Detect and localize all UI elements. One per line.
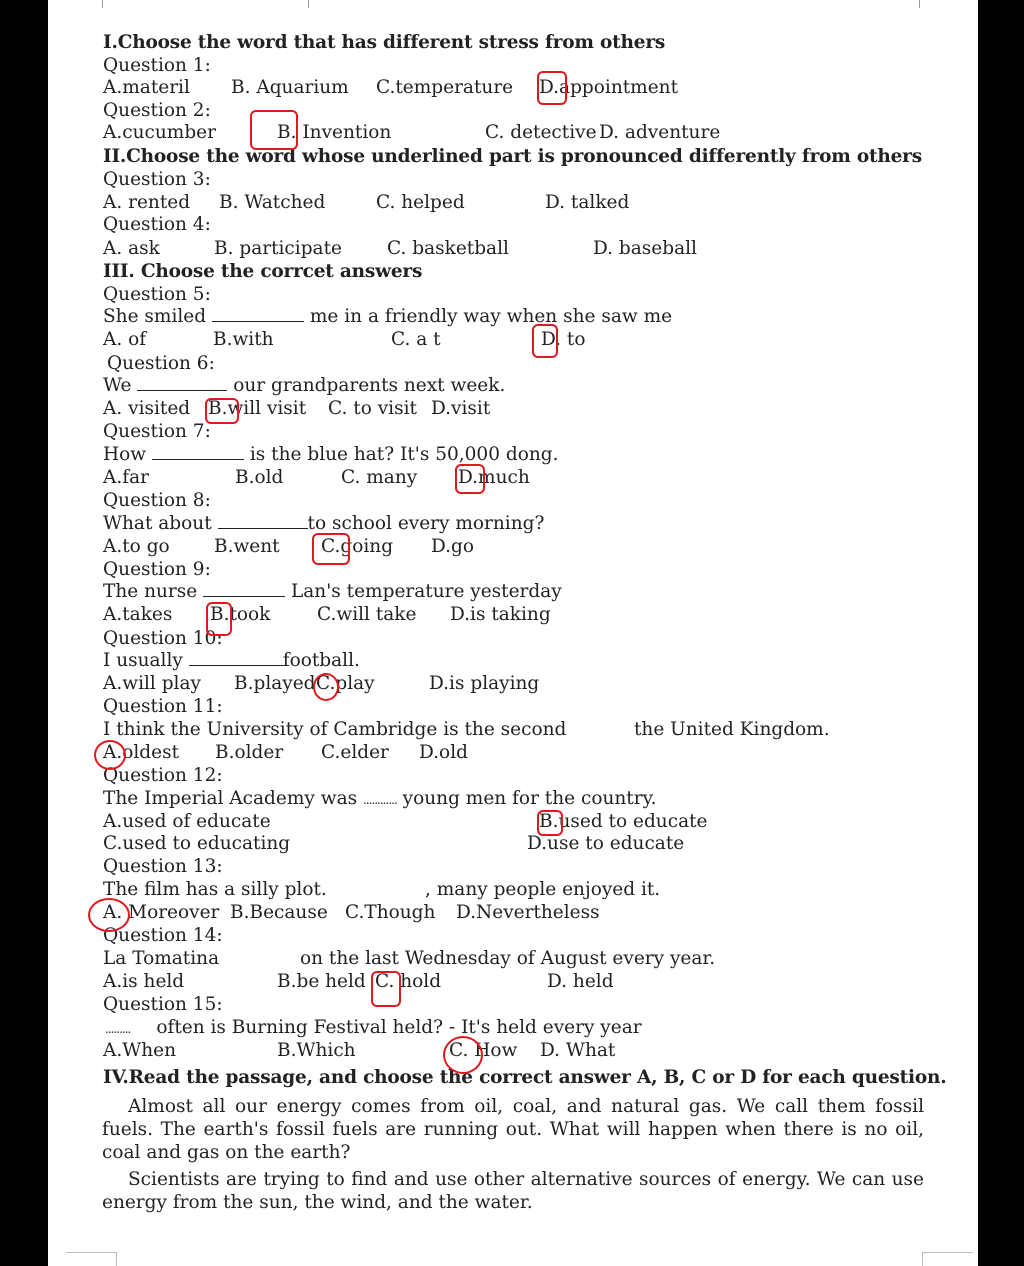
- q12-option-a: A.used of educate: [103, 811, 271, 832]
- q2-option-b: B. Invention: [277, 122, 392, 143]
- answer-mark-q10: [313, 673, 339, 701]
- q5-option-a: A. of: [103, 329, 147, 350]
- q6-sentence: [103, 375, 505, 397]
- q5-sentence: [103, 306, 672, 328]
- document-page: [48, 0, 978, 1266]
- q15-option-d: D. What: [540, 1040, 616, 1061]
- q4-option-a: A. ask: [103, 238, 160, 259]
- answer-mark-q6: [205, 398, 239, 424]
- q15-option-b: B.Which: [277, 1040, 356, 1061]
- q11-option-b: B.older: [215, 742, 284, 763]
- answer-mark-q15: [443, 1036, 483, 1074]
- answer-mark-q8: [312, 533, 350, 565]
- q6-option-a: A. visited: [103, 398, 191, 419]
- q14-label: Question 14:: [103, 925, 223, 946]
- q13-sentence-end: , many people enjoyed it.: [425, 879, 661, 900]
- q7-option-b: B.old: [235, 467, 284, 488]
- q12-option-c: C.used to educating: [103, 833, 291, 854]
- margin-mark: [919, 0, 920, 8]
- passage-paragraph-1-text: Almost all our energy comes from oil, coal, and natural gas. We call them fossil fuels. The earth's fossil fuels are running out. What will happen when there is no oil, coal and gas on the earth?: [102, 1096, 924, 1163]
- q3-label: Question 3:: [103, 169, 211, 190]
- q14-option-a: A.is held: [103, 971, 185, 992]
- q14-option-c: C. hold: [375, 971, 442, 992]
- q5-sentence-start: She smiled: [103, 306, 207, 327]
- q9-blank: [203, 581, 285, 597]
- q7-sentence: [103, 444, 558, 466]
- q13-option-d: D.Nevertheless: [456, 902, 600, 923]
- q1-option-b: B. Aquarium: [231, 77, 349, 98]
- answer-mark-q5: [532, 324, 558, 358]
- q9-label: Question 9:: [103, 559, 211, 580]
- q8-sentence: [103, 513, 544, 535]
- q7-sentence-start: How: [103, 444, 147, 465]
- q8-option-d: D.go: [431, 536, 475, 557]
- q8-blank: [218, 513, 308, 529]
- q13-option-a: A. Moreover: [103, 902, 220, 923]
- q7-option-a: A.far: [103, 467, 149, 488]
- q8-sentence-start: What about: [103, 513, 212, 534]
- q9-sentence-end: Lan's temperature yesterday: [290, 581, 562, 602]
- q10-sentence-start: I usually: [103, 650, 183, 671]
- q9-option-b: B.took: [210, 604, 271, 625]
- q11-option-c: C.elder: [321, 742, 389, 763]
- q8-sentence-end: to school every morning?: [307, 513, 545, 534]
- q6-label: Question 6:: [107, 353, 215, 374]
- q12-option-d: D.use to educate: [527, 833, 685, 854]
- answer-mark-q9: [206, 602, 232, 636]
- q9-sentence: [103, 581, 562, 603]
- answer-mark-q14: [371, 971, 401, 1007]
- q6-sentence-start: We: [103, 375, 132, 396]
- q3-option-d: D. talked: [545, 192, 630, 213]
- q3-option-c: C. helped: [376, 192, 465, 213]
- q8-label: Question 8:: [103, 490, 211, 511]
- q3-option-a: A. rented: [103, 192, 191, 213]
- q8-option-c: C.going: [321, 536, 394, 557]
- q7-label: Question 7:: [103, 421, 211, 442]
- q13-sentence-start: The film has a silly plot.: [103, 879, 327, 900]
- q1-option-a: A.materil: [103, 77, 190, 98]
- q11-sentence-end: the United Kingdom.: [634, 719, 830, 740]
- q6-blank: [137, 375, 227, 391]
- q4-label: Question 4:: [103, 214, 211, 235]
- q9-option-d: D.is taking: [450, 604, 551, 625]
- q10-option-b: B.played: [234, 673, 316, 694]
- q10-sentence: [103, 650, 360, 672]
- section-4-heading: IV.Read the passage, and choose the correct answer A, B, C or D for each question.: [103, 1067, 947, 1088]
- q5-option-c: C. a t: [391, 329, 441, 350]
- q13-label: Question 13:: [103, 856, 223, 877]
- passage-paragraph-2-text: Scientists are trying to find and use other alternative sources of energy. We can use energy from the sun, the wind, and the water.: [102, 1169, 924, 1213]
- page-corner-mark: [922, 1252, 973, 1266]
- q4-option-c: C. basketball: [387, 238, 509, 259]
- q12-sentence-end: young men for the country.: [402, 788, 657, 809]
- q6-option-c: C. to visit: [328, 398, 417, 419]
- q7-option-c: C. many: [341, 467, 418, 488]
- q10-sentence-end: football.: [282, 650, 360, 671]
- q12-sentence: [103, 788, 656, 811]
- q6-option-b: B.will visit: [208, 398, 307, 419]
- passage-paragraph-1: [102, 1095, 924, 1164]
- q14-sentence-end: on the last Wednesday of August every year.: [300, 948, 716, 969]
- q1-option-d: D.appointment: [539, 77, 679, 98]
- q10-option-a: A.will play: [103, 673, 201, 694]
- q11-option-d: D.old: [419, 742, 468, 763]
- q15-option-c: C. How: [449, 1040, 518, 1061]
- q11-label: Question 11:: [103, 696, 223, 717]
- q14-option-d: D. held: [547, 971, 614, 992]
- passage-paragraph-2: [102, 1168, 924, 1214]
- q8-option-a: A.to go: [103, 536, 170, 557]
- q15-sentence-end: often is Burning Festival held? - It's held every year: [156, 1017, 642, 1038]
- section-3-heading: III. Choose the corrcet answers: [103, 261, 423, 282]
- section-2-heading: II.Choose the word whose underlined part is pronounced differently from others: [103, 146, 922, 167]
- q2-label: Question 2:: [103, 100, 211, 121]
- q9-option-a: A.takes: [103, 604, 173, 625]
- q11-sentence-start: I think the University of Cambridge is the second: [103, 719, 567, 740]
- q5-sentence-end: me in a friendly way when she saw me: [309, 306, 673, 327]
- answer-mark-q1: [537, 71, 567, 105]
- answer-mark-q13: [88, 898, 130, 932]
- q7-sentence-end: is the blue hat? It's 50,000 dong.: [249, 444, 559, 465]
- q6-option-d: D.visit: [431, 398, 491, 419]
- q10-label: Question 10:: [103, 628, 223, 649]
- q7-option-d: D.much: [458, 467, 530, 488]
- q4-option-b: B. participate: [214, 238, 342, 259]
- q12-option-b: B.used to educate: [539, 811, 708, 832]
- q12-sentence-start: The Imperial Academy was: [103, 788, 358, 809]
- q7-blank: [152, 444, 244, 460]
- q14-sentence-start: La Tomatina: [103, 948, 220, 969]
- q15-option-a: A.When: [103, 1040, 177, 1061]
- q9-option-c: C.will take: [317, 604, 417, 625]
- margin-mark: [308, 0, 309, 8]
- q14-option-b: B.be held: [277, 971, 366, 992]
- q3-option-b: B. Watched: [219, 192, 326, 213]
- q13-option-b: B.Because: [230, 902, 328, 923]
- q15-sentence: [105, 1017, 642, 1040]
- q10-option-d: D.is playing: [429, 673, 540, 694]
- q2-option-a: A.cucumber: [103, 122, 216, 143]
- q5-option-d: D. to: [541, 329, 586, 350]
- q10-blank: [189, 650, 283, 666]
- q6-sentence-end: our grandparents next week.: [233, 375, 506, 396]
- q5-option-b: B.with: [213, 329, 274, 350]
- q13-option-c: C.Though: [345, 902, 436, 923]
- q11-option-a: A.oldest: [103, 742, 180, 763]
- q2-option-c: C. detective: [485, 122, 597, 143]
- margin-mark: [102, 0, 103, 8]
- q12-label: Question 12:: [103, 765, 223, 786]
- q8-option-b: B.went: [214, 536, 280, 557]
- q5-label: Question 5:: [103, 284, 211, 305]
- section-1-heading: I.Choose the word that has different stress from others: [103, 32, 666, 53]
- q1-option-c: C.temperature: [376, 77, 514, 98]
- answer-mark-q2: [250, 110, 298, 150]
- q9-sentence-start: The nurse: [103, 581, 198, 602]
- answer-mark-q12: [537, 810, 563, 836]
- q2-option-d: D. adventure: [599, 122, 721, 143]
- q15-label: Question 15:: [103, 994, 223, 1015]
- page-corner-mark: [66, 1252, 117, 1266]
- q1-label: Question 1:: [103, 55, 211, 76]
- answer-mark-q7: [455, 464, 485, 494]
- q12-dots: ............: [362, 793, 397, 807]
- q15-dots: .........: [105, 1022, 131, 1036]
- q10-option-c: C.play: [316, 673, 375, 694]
- q5-blank: [212, 306, 304, 322]
- q4-option-d: D. baseball: [593, 238, 697, 259]
- answer-mark-q11: [94, 740, 126, 770]
